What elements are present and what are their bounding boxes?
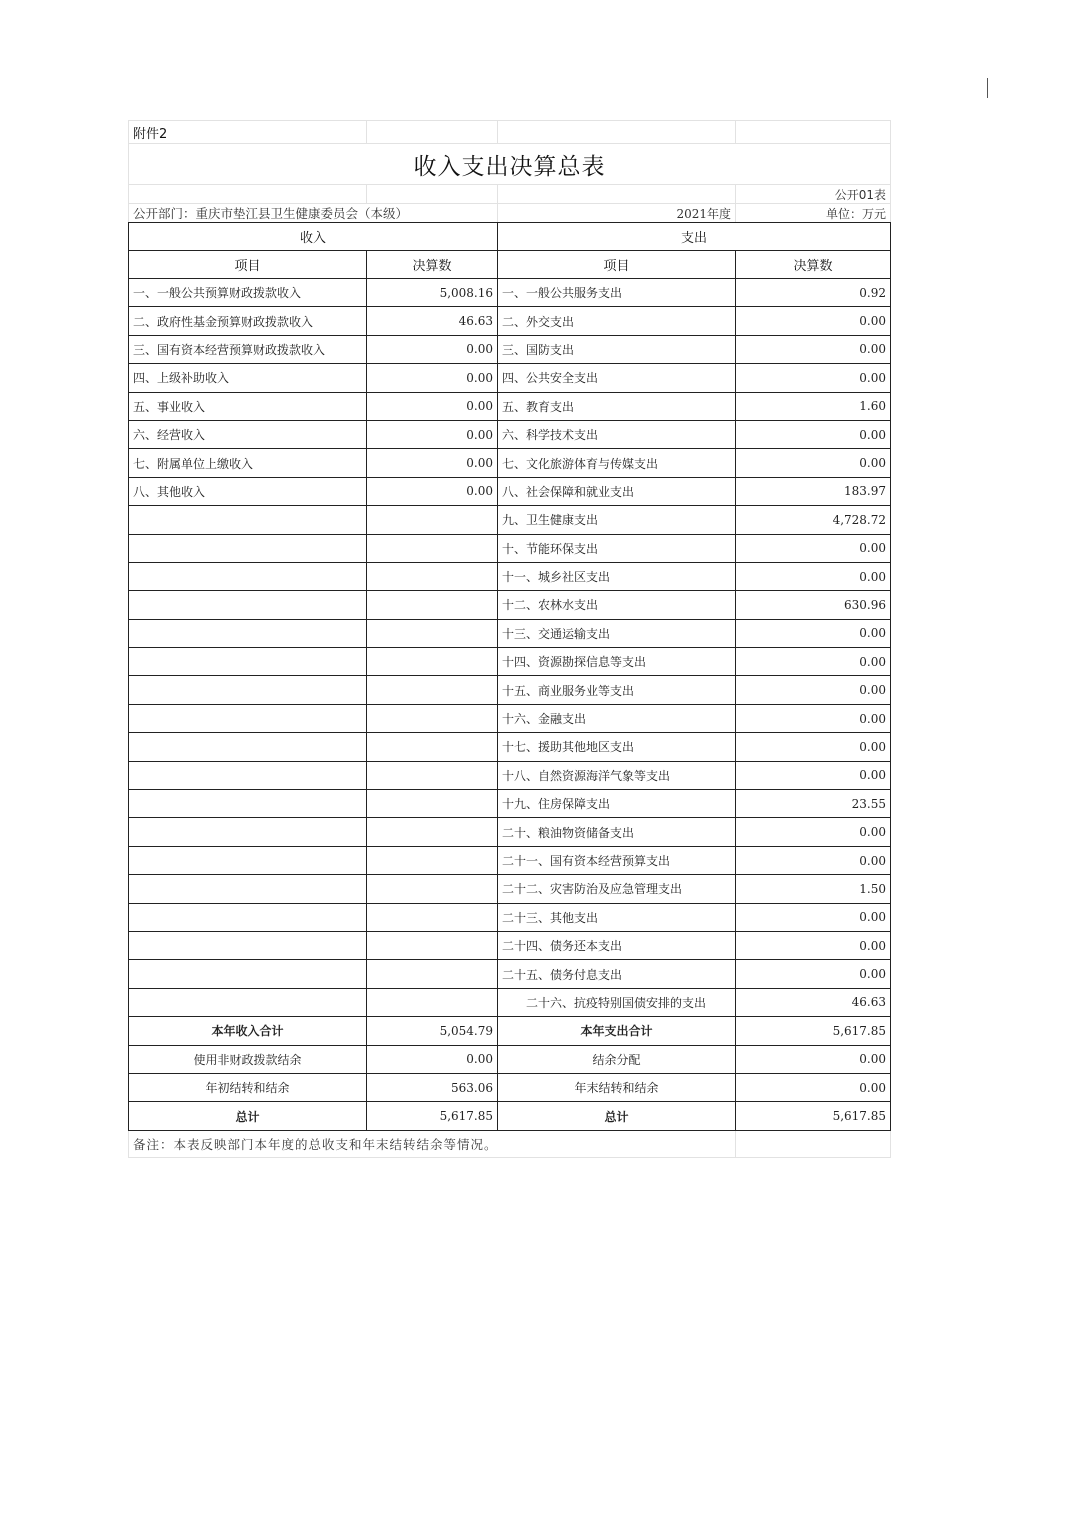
income-amount: 46.63	[367, 307, 498, 335]
expense-item: 十九、住房保障支出	[498, 790, 736, 818]
table-row	[129, 761, 891, 789]
income-amount	[367, 704, 498, 732]
table-row	[129, 846, 891, 874]
expense-amount: 0.00	[736, 420, 891, 448]
income-item	[129, 960, 367, 988]
expense-item: 十六、金融支出	[498, 704, 736, 732]
expense-item: 七、文化旅游体育与传媒支出	[498, 449, 736, 477]
table-row	[129, 704, 891, 732]
expense-item: 二十二、灾害防治及应急管理支出	[498, 875, 736, 903]
expense-item: 五、教育支出	[498, 392, 736, 420]
expense-item: 十三、交通运输支出	[498, 619, 736, 647]
expense-amount: 4,728.72	[736, 506, 891, 534]
income-amount	[367, 534, 498, 562]
table-row	[129, 818, 891, 846]
expense-amount: 0.92	[736, 279, 891, 307]
expense-amount: 183.97	[736, 477, 891, 505]
expense-item: 二十、粮油物资储备支出	[498, 818, 736, 846]
table-row	[129, 648, 891, 676]
table-row	[129, 392, 891, 420]
income-item: 五、事业收入	[129, 392, 367, 420]
expense-amount: 0.00	[736, 676, 891, 704]
expense-amount: 0.00	[736, 818, 891, 846]
beginning-balance-label: 年初结转和结余	[129, 1073, 367, 1101]
income-amount: 0.00	[367, 392, 498, 420]
expense-amount: 0.00	[736, 761, 891, 789]
income-amount	[367, 960, 498, 988]
table-row	[129, 875, 891, 903]
expense-amount: 0.00	[736, 562, 891, 590]
expense-item: 二十三、其他支出	[498, 903, 736, 931]
income-item	[129, 931, 367, 959]
income-item	[129, 903, 367, 931]
expense-item: 十四、资源勘探信息等支出	[498, 648, 736, 676]
income-item	[129, 818, 367, 846]
table-row	[129, 477, 891, 505]
attachment-label: 附件2	[129, 121, 367, 144]
department-label: 公开部门：重庆市垫江县卫生健康委员会（本级）	[129, 204, 498, 223]
income-item: 二、政府性基金预算财政拨款收入	[129, 307, 367, 335]
table-row	[129, 279, 891, 307]
form-code: 公开01表	[736, 185, 891, 204]
expense-item: 十、节能环保支出	[498, 534, 736, 562]
income-total-value: 5,054.79	[367, 1017, 498, 1045]
expense-amount: 0.00	[736, 704, 891, 732]
expense-amount: 1.50	[736, 875, 891, 903]
expense-total-value: 5,617.85	[736, 1017, 891, 1045]
expense-section-header: 支出	[498, 223, 891, 251]
income-amount	[367, 619, 498, 647]
income-amount	[367, 988, 498, 1016]
grand-total-income-value: 5,617.85	[367, 1102, 498, 1130]
table-row	[129, 790, 891, 818]
expense-item: 一、一般公共服务支出	[498, 279, 736, 307]
expense-amount: 0.00	[736, 449, 891, 477]
expense-amount: 630.96	[736, 591, 891, 619]
expense-total-label: 本年支出合计	[498, 1017, 736, 1045]
table-row	[129, 619, 891, 647]
expense-item: 八、社会保障和就业支出	[498, 477, 736, 505]
grand-total-expense-label: 总计	[498, 1102, 736, 1130]
expense-amount: 0.00	[736, 648, 891, 676]
ending-balance-value: 0.00	[736, 1073, 891, 1101]
expense-amount: 0.00	[736, 960, 891, 988]
expense-amount: 0.00	[736, 534, 891, 562]
expense-amount: 0.00	[736, 733, 891, 761]
expense-amount: 0.00	[736, 846, 891, 874]
table-row	[129, 591, 891, 619]
income-amount	[367, 790, 498, 818]
income-amount	[367, 648, 498, 676]
income-amount	[367, 562, 498, 590]
table-row	[129, 988, 891, 1016]
income-item	[129, 591, 367, 619]
income-amount	[367, 761, 498, 789]
income-item	[129, 846, 367, 874]
expense-amount: 23.55	[736, 790, 891, 818]
table-row	[129, 364, 891, 392]
expense-amount: 0.00	[736, 307, 891, 335]
expense-item: 十一、城乡社区支出	[498, 562, 736, 590]
expense-item: 二十五、债务付息支出	[498, 960, 736, 988]
table-row	[129, 562, 891, 590]
income-section-header: 收入	[129, 223, 498, 251]
fiscal-year: 2021年度	[498, 204, 736, 223]
income-item	[129, 875, 367, 903]
expense-item: 十二、农林水支出	[498, 591, 736, 619]
income-item	[129, 534, 367, 562]
income-item	[129, 988, 367, 1016]
income-item	[129, 676, 367, 704]
table-row	[129, 506, 891, 534]
table-row	[129, 420, 891, 448]
income-item: 三、国有资本经营预算财政拨款收入	[129, 335, 367, 363]
expense-amount: 0.00	[736, 903, 891, 931]
table-row	[129, 335, 891, 363]
income-amount	[367, 676, 498, 704]
table-row	[129, 534, 891, 562]
income-item	[129, 506, 367, 534]
expense-item: 九、卫生健康支出	[498, 506, 736, 534]
income-amount	[367, 846, 498, 874]
income-item: 一、一般公共预算财政拨款收入	[129, 279, 367, 307]
income-item: 六、经营收入	[129, 420, 367, 448]
expense-item: 十七、援助其他地区支出	[498, 733, 736, 761]
report-title: 收入支出决算总表	[129, 144, 891, 185]
expense-amount: 0.00	[736, 619, 891, 647]
income-amount: 0.00	[367, 420, 498, 448]
income-amount	[367, 818, 498, 846]
income-amount	[367, 903, 498, 931]
expense-item: 六、科学技术支出	[498, 420, 736, 448]
income-item	[129, 704, 367, 732]
income-amount: 0.00	[367, 364, 498, 392]
expense-item: 四、公共安全支出	[498, 364, 736, 392]
income-amount	[367, 591, 498, 619]
table-row	[129, 733, 891, 761]
income-item	[129, 790, 367, 818]
table-row	[129, 449, 891, 477]
income-item	[129, 733, 367, 761]
income-amount	[367, 875, 498, 903]
surplus-distribution-label: 结余分配	[498, 1045, 736, 1073]
ending-balance-label: 年末结转和结余	[498, 1073, 736, 1101]
table-row	[129, 903, 891, 931]
table-row	[129, 676, 891, 704]
income-expense-table	[128, 120, 891, 1158]
expense-item: 十八、自然资源海洋气象等支出	[498, 761, 736, 789]
income-item	[129, 562, 367, 590]
income-amount: 0.00	[367, 477, 498, 505]
expense-item: 二十六、抗疫特别国债安排的支出	[498, 988, 736, 1016]
nonfiscal-balance-value: 0.00	[367, 1045, 498, 1073]
unit-label: 单位：万元	[736, 204, 891, 223]
income-amount: 0.00	[367, 335, 498, 363]
expense-amount: 1.60	[736, 392, 891, 420]
income-item	[129, 648, 367, 676]
expense-item: 三、国防支出	[498, 335, 736, 363]
grand-total-income-label: 总计	[129, 1102, 367, 1130]
income-item: 四、上级补助收入	[129, 364, 367, 392]
income-amount-header: 决算数	[367, 251, 498, 279]
income-amount	[367, 733, 498, 761]
expense-item: 二十四、债务还本支出	[498, 931, 736, 959]
table-row	[129, 960, 891, 988]
grand-total-expense-value: 5,617.85	[736, 1102, 891, 1130]
surplus-distribution-value: 0.00	[736, 1045, 891, 1073]
income-amount: 5,008.16	[367, 279, 498, 307]
expense-amount: 0.00	[736, 335, 891, 363]
expense-amount: 0.00	[736, 931, 891, 959]
expense-item: 二十一、国有资本经营预算支出	[498, 846, 736, 874]
income-item: 八、其他收入	[129, 477, 367, 505]
table-row	[129, 931, 891, 959]
table-row	[129, 307, 891, 335]
income-item: 七、附属单位上缴收入	[129, 449, 367, 477]
expense-amount: 0.00	[736, 364, 891, 392]
expense-amount-header: 决算数	[736, 251, 891, 279]
expense-amount: 46.63	[736, 988, 891, 1016]
nonfiscal-balance-label: 使用非财政拨款结余	[129, 1045, 367, 1073]
income-item	[129, 619, 367, 647]
income-total-label: 本年收入合计	[129, 1017, 367, 1045]
page-edge-mark	[987, 78, 988, 98]
expense-item-header: 项目	[498, 251, 736, 279]
income-amount	[367, 506, 498, 534]
income-item-header: 项目	[129, 251, 367, 279]
income-amount: 0.00	[367, 449, 498, 477]
expense-item: 二、外交支出	[498, 307, 736, 335]
report-sheet	[128, 120, 890, 1158]
footnote: 备注：本表反映部门本年度的总收支和年末结转结余等情况。	[129, 1130, 736, 1157]
expense-item: 十五、商业服务业等支出	[498, 676, 736, 704]
income-amount	[367, 931, 498, 959]
beginning-balance-value: 563.06	[367, 1073, 498, 1101]
income-item	[129, 761, 367, 789]
